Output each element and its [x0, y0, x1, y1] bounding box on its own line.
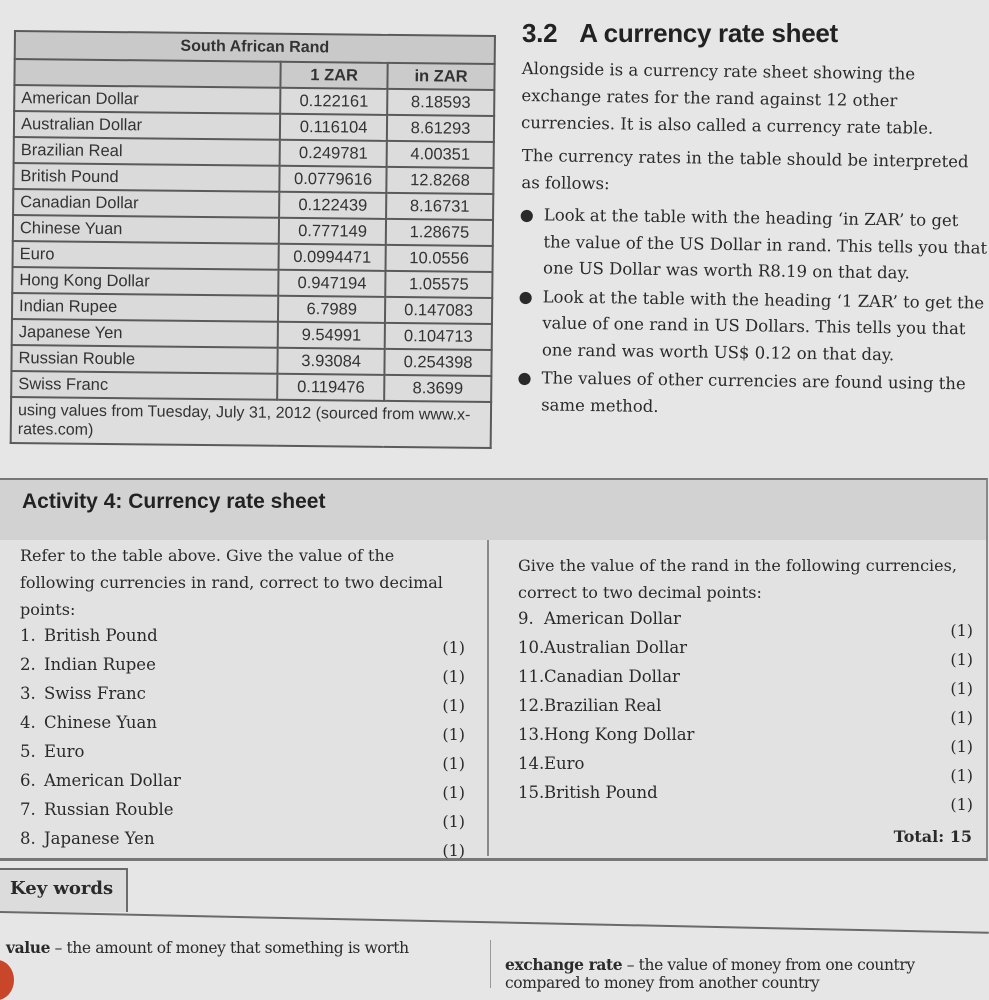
question-number: 14.	[518, 754, 545, 773]
question-number: 9.	[518, 609, 534, 628]
bullet-text: The values of other currencies are found using the same method.	[541, 368, 966, 416]
question-label: British Pound	[544, 783, 658, 802]
key-word-definition: – the value of money from one country compared to money from another country	[505, 956, 915, 992]
currency-name: British Pound	[13, 163, 279, 192]
section-heading	[522, 18, 988, 49]
rate-in-zar: 0.147083	[385, 297, 492, 324]
key-word-term: value	[6, 938, 51, 957]
question-item	[518, 695, 973, 727]
rate-in-zar: 0.254398	[385, 349, 492, 376]
rate-1-zar: 0.119476	[277, 374, 384, 401]
bullet-item	[515, 365, 986, 425]
currency-name: Chinese Yuan	[13, 215, 279, 244]
question-item	[20, 741, 465, 773]
question-mark: (1)	[442, 696, 465, 715]
question-label: Brazilian Real	[544, 696, 662, 715]
currency-name: Swiss Franc	[11, 371, 277, 400]
question-label: American Dollar	[44, 771, 181, 790]
question-label: Indian Rupee	[44, 655, 156, 674]
question-item	[518, 724, 973, 756]
question-number: 2.	[20, 655, 36, 674]
bullet-icon: ●	[518, 286, 533, 306]
section-number: 3.2	[522, 18, 558, 48]
question-mark: (1)	[950, 708, 973, 727]
question-item	[20, 654, 465, 686]
question-mark: (1)	[950, 737, 973, 756]
currency-name: Brazilian Real	[14, 137, 280, 166]
total-marks: Total: 15	[893, 827, 972, 846]
table-title: South African Rand	[15, 31, 495, 64]
intro-paragraph: Alongside is a currency rate sheet showing the exchange rates for the rand against 12 other currencies. It is also called a currency rate table.	[520, 58, 934, 138]
question-label: Canadian Dollar	[544, 667, 680, 686]
currency-name: Euro	[13, 241, 279, 270]
question-item	[20, 712, 465, 744]
question-label: Euro	[544, 754, 585, 773]
currency-name: Canadian Dollar	[13, 189, 279, 218]
currency-rate-table	[10, 30, 496, 449]
column-header-1-zar: 1 ZAR	[281, 62, 388, 89]
currency-name: Russian Rouble	[11, 345, 277, 374]
question-item	[518, 753, 973, 785]
section-title: A currency rate sheet	[579, 18, 838, 48]
bullet-list	[515, 202, 988, 425]
bullet-icon: ●	[517, 368, 532, 388]
source-note: using values from Tuesday, July 31, 2012 (sourced from www.x-rates.com)	[11, 397, 491, 448]
bullet-text: Look at the table with the heading ‘in ZAR’ to get the value of the US Dollar in rand. This tells you that one US Dollar was worth R8.19 on that day.	[542, 205, 988, 283]
bullet-item	[516, 283, 987, 369]
rate-1-zar: 0.947194	[278, 270, 385, 297]
question-mark: (1)	[950, 795, 973, 814]
question-mark: (1)	[442, 812, 465, 831]
question-mark: (1)	[442, 638, 465, 657]
key-words-rule	[0, 911, 989, 934]
rate-in-zar: 1.05575	[385, 271, 492, 298]
activity-right-column	[518, 552, 973, 814]
question-label: Chinese Yuan	[44, 713, 157, 732]
question-mark: (1)	[442, 725, 465, 744]
bullet-text: Look at the table with the heading ‘1 ZAR’ to get the value of one rand in US Dollars. This tells you that one rand was worth US$ 0.12 on that day.	[541, 286, 985, 364]
rate-in-zar: 1.28675	[386, 219, 493, 246]
question-item	[518, 637, 973, 669]
right-instructions: Give the value of the rand in the following currencies, correct to two decimal points:	[518, 556, 957, 602]
rate-in-zar: 12.8268	[386, 167, 493, 194]
rate-1-zar: 3.93084	[278, 348, 385, 375]
rate-1-zar: 0.249781	[280, 140, 387, 167]
bullet-item	[517, 202, 988, 288]
question-item	[518, 666, 973, 698]
question-mark: (1)	[950, 650, 973, 669]
currency-name: American Dollar	[14, 85, 280, 114]
currency-name: Hong Kong Dollar	[12, 267, 278, 296]
rate-1-zar: 9.54991	[278, 322, 385, 349]
question-item	[20, 799, 465, 831]
question-item	[20, 770, 465, 802]
column-header-in-zar: in ZAR	[387, 63, 494, 90]
question-number: 10.	[518, 638, 545, 657]
rate-1-zar: 0.0779616	[280, 166, 387, 193]
finger-edge	[0, 960, 14, 1000]
key-words-divider	[490, 940, 491, 988]
rate-1-zar: 0.122161	[280, 88, 387, 115]
key-words-heading: Key words	[0, 868, 128, 912]
question-number: 8.	[20, 829, 36, 848]
question-item	[20, 683, 465, 715]
rate-in-zar: 8.3699	[384, 375, 491, 402]
rate-in-zar: 8.16731	[386, 193, 493, 220]
left-instructions: Refer to the table above. Give the value of the following currencies in rand, correct to two decimal points:	[20, 546, 443, 619]
question-number: 4.	[20, 713, 36, 732]
question-number: 11.	[518, 667, 545, 686]
rate-in-zar: 8.18593	[387, 89, 494, 116]
question-mark: (1)	[442, 841, 465, 860]
question-label: Euro	[44, 742, 85, 761]
currency-name: Indian Rupee	[12, 293, 278, 322]
question-number: 12.	[518, 696, 545, 715]
question-label: Hong Kong Dollar	[544, 725, 695, 744]
key-word-value	[6, 938, 409, 957]
question-label: Swiss Franc	[44, 684, 146, 703]
question-mark: (1)	[950, 621, 973, 640]
rate-1-zar: 6.7989	[278, 296, 385, 323]
rate-in-zar: 4.00351	[387, 141, 494, 168]
question-mark: (1)	[950, 679, 973, 698]
rate-in-zar: 0.104713	[385, 323, 492, 350]
rate-1-zar: 0.0994471	[279, 244, 386, 271]
question-label: Russian Rouble	[44, 800, 174, 819]
rate-1-zar: 0.777149	[279, 218, 386, 245]
question-number: 1.	[20, 626, 36, 645]
activity-left-column	[20, 542, 465, 860]
question-mark: (1)	[442, 783, 465, 802]
column-header-currency	[14, 59, 280, 88]
currency-name: Australian Dollar	[14, 111, 280, 140]
question-label: American Dollar	[544, 609, 681, 628]
question-number: 3.	[20, 684, 36, 703]
rate-1-zar: 0.116104	[280, 114, 387, 141]
currency-name: Japanese Yen	[12, 319, 278, 348]
activity-title: Activity 4: Currency rate sheet	[0, 480, 986, 540]
question-number: 5.	[20, 742, 36, 761]
rate-1-zar: 0.122439	[279, 192, 386, 219]
column-divider	[487, 540, 489, 856]
question-number: 13.	[518, 725, 545, 744]
key-word-term: exchange rate	[505, 955, 623, 974]
question-mark: (1)	[442, 667, 465, 686]
section-currency-rate-sheet	[518, 18, 988, 420]
question-mark: (1)	[950, 766, 973, 785]
question-item	[20, 828, 465, 860]
question-number: 15.	[518, 783, 545, 802]
bullet-icon: ●	[519, 205, 534, 225]
interpretation-paragraph: The currency rates in the table should be interpreted as follows:	[521, 145, 969, 194]
key-word-exchange-rate	[505, 956, 989, 992]
rate-in-zar: 8.61293	[387, 115, 494, 142]
question-item	[518, 608, 973, 640]
question-mark: (1)	[442, 754, 465, 773]
question-label: Australian Dollar	[544, 638, 688, 657]
question-number: 6.	[20, 771, 36, 790]
question-label: Japanese Yen	[44, 829, 155, 848]
activity-box	[0, 478, 988, 861]
rate-in-zar: 10.0556	[386, 245, 493, 272]
key-word-definition: – the amount of money that something is worth	[50, 939, 409, 957]
question-item	[518, 782, 973, 814]
question-number: 7.	[20, 800, 36, 819]
question-item	[20, 625, 465, 657]
question-label: British Pound	[44, 626, 158, 645]
